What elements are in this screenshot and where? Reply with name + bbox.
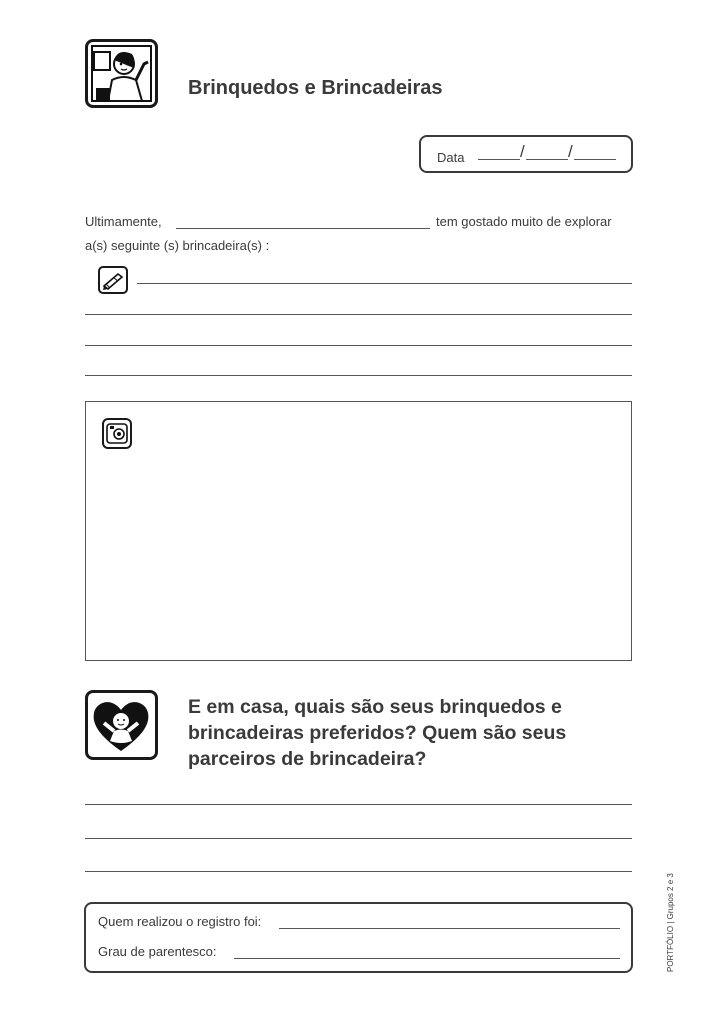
photo-area[interactable] [85, 401, 632, 661]
intro-suffix: tem gostado muito de explorar [436, 214, 612, 229]
home-question-line3: parceiros de brincadeira? [188, 748, 427, 770]
side-note: PORTFÓLIO | Grupos 2 e 3 [666, 873, 675, 972]
heart-child-icon [85, 690, 158, 760]
answer-line[interactable] [85, 375, 632, 376]
date-month-field[interactable] [526, 159, 568, 160]
answer-line[interactable] [85, 804, 632, 805]
pencil-icon [98, 266, 128, 294]
date-separator: / [520, 142, 525, 161]
intro-line2: a(s) seguinte (s) brincadeira(s) : [85, 238, 270, 253]
child-name-field[interactable] [176, 228, 430, 229]
date-year-field[interactable] [574, 159, 616, 160]
date-day-field[interactable] [478, 159, 520, 160]
kinship-label: Grau de parentesco: [98, 944, 217, 959]
answer-line[interactable] [85, 314, 632, 315]
answer-line[interactable] [137, 283, 632, 284]
recorded-by-label: Quem realizou o registro foi: [98, 914, 262, 929]
answer-line[interactable] [85, 345, 632, 346]
page-title: Brinquedos e Brincadeiras [188, 77, 443, 99]
recorded-by-field[interactable] [279, 928, 620, 929]
registry-box [84, 902, 633, 973]
child-waving-icon [85, 39, 158, 108]
kinship-field[interactable] [234, 958, 620, 959]
home-question-line1: E em casa, quais são seus brinquedos e [188, 696, 562, 718]
intro-prefix: Ultimamente, [85, 214, 162, 229]
date-label: Data [437, 150, 465, 165]
answer-line[interactable] [85, 871, 632, 872]
home-question-line2: brincadeiras preferidos? Quem são seus [188, 722, 567, 744]
date-separator: / [568, 142, 573, 161]
home-question [188, 694, 566, 772]
date-box [419, 135, 633, 173]
camera-icon [102, 418, 132, 449]
answer-line[interactable] [85, 838, 632, 839]
